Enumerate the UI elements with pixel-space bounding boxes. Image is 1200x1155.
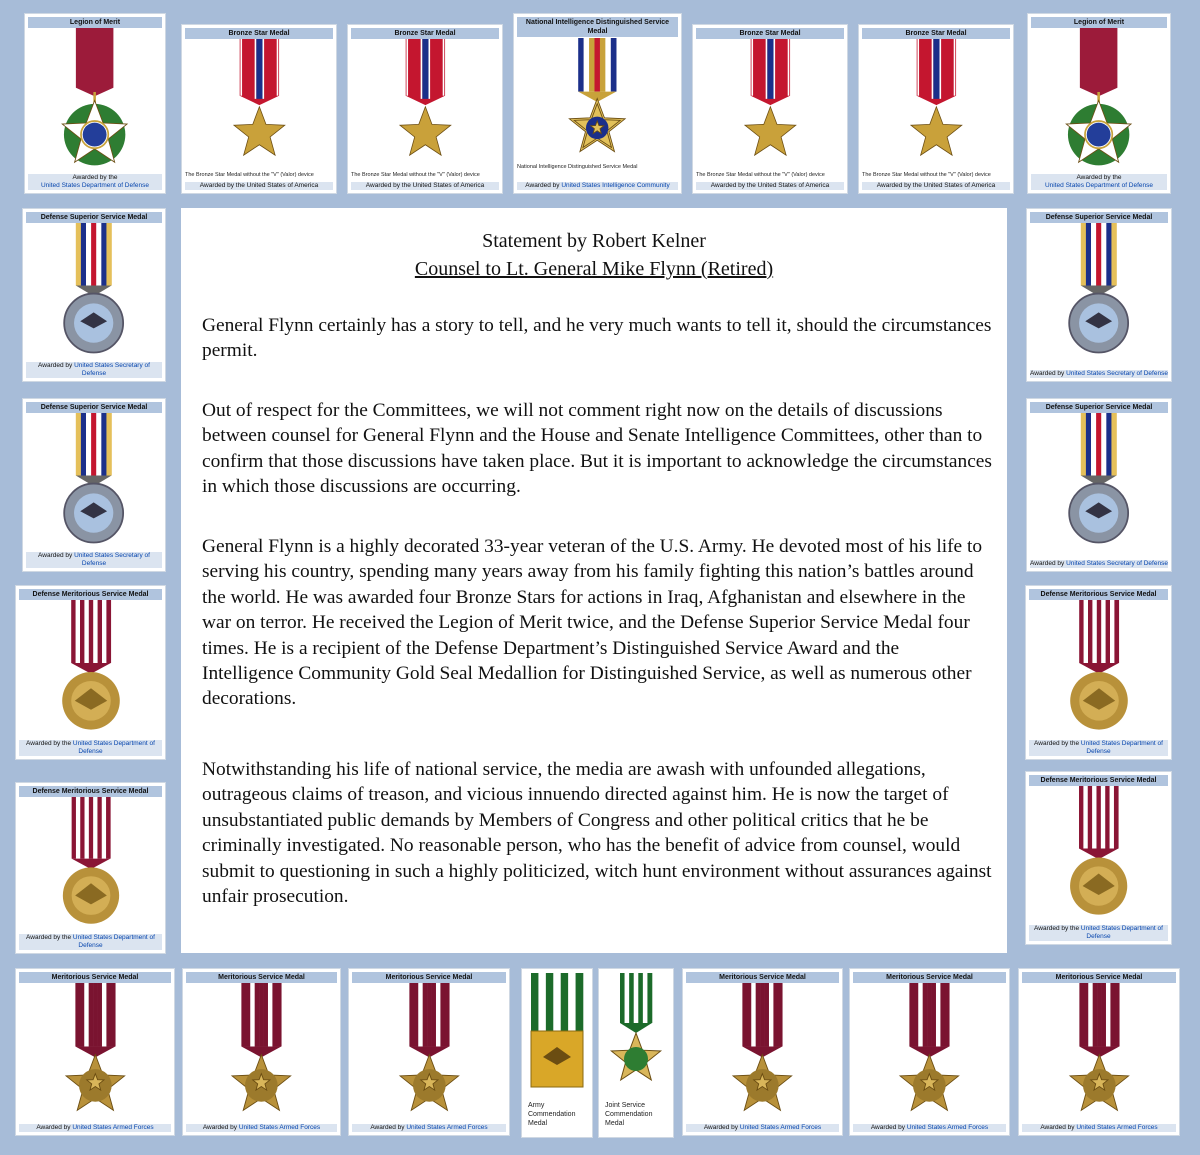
medal-card-army-commendation xyxy=(521,968,593,1138)
medal-title: Meritorious Service Medal xyxy=(352,972,506,983)
medal-card-meritorious-service xyxy=(182,968,341,1136)
medal-card-defense-superior-service xyxy=(1026,398,1172,572)
medal-awarded-by: Awarded by the United States of America xyxy=(696,182,844,190)
medal-title: Defense Superior Service Medal xyxy=(26,212,162,223)
medal-card-bronze-star xyxy=(181,24,337,194)
bronze-star-icon xyxy=(348,39,502,165)
medal-card-meritorious-service xyxy=(1018,968,1180,1136)
medal-title: Meritorious Service Medal xyxy=(853,972,1006,983)
medal-title: Bronze Star Medal xyxy=(696,28,844,39)
meritorious-service-icon xyxy=(1019,983,1179,1119)
medal-card-defense-meritorious-service xyxy=(15,782,166,954)
medal-awarded-by: Awarded by United States Intelligence Community xyxy=(517,182,678,190)
medal-card-meritorious-service xyxy=(15,968,175,1136)
legion-of-merit-icon xyxy=(1028,28,1170,173)
medal-awarded-by: Awarded by the United States Department of Defense xyxy=(1029,925,1168,941)
awarded-by-link[interactable]: United States Armed Forces xyxy=(406,1124,488,1131)
medal-awarded-by: Awarded by the United States of America xyxy=(185,182,333,190)
medal-card-bronze-star xyxy=(692,24,848,194)
awarded-by-link[interactable]: United States Department of Defense xyxy=(1080,925,1163,940)
medal-card-defense-meritorious-service xyxy=(1025,771,1172,945)
statement-paragraph: General Flynn is a highly decorated 33-year veteran of the U.S. Army. He devoted most of his life to serving his country, spending many years away from his family fighting this nation’s battles around the world. He was awarded four Bronze Stars for actions in Iraq, Afghanistan and elsewhere in the war on terror. He received the Legion of Merit twice, and the Defense Superior Service Medal four times. He is a recipient of the Defense Department’s Distinguished Service Award and the Intelligence Community Gold Seal Medallion for Distinguished Service, as well as numerous other decorations. xyxy=(202,536,983,710)
medal-card-bronze-star xyxy=(858,24,1014,194)
medal-card-defense-superior-service xyxy=(22,398,166,572)
defense-meritorious-service-icon xyxy=(1026,600,1171,735)
awarded-by-link[interactable]: United States Secretary of Defense xyxy=(1066,370,1168,377)
defense-meritorious-service-icon xyxy=(16,600,165,735)
medal-title: Defense Superior Service Medal xyxy=(1030,212,1168,223)
medal-card-meritorious-service xyxy=(682,968,843,1136)
medal-caption: The Bronze Star Medal without the "V" (Valor) device xyxy=(351,172,480,178)
defense-superior-service-icon xyxy=(1027,223,1171,357)
meritorious-service-icon xyxy=(183,983,340,1119)
awarded-by-link[interactable]: United States Intelligence Community xyxy=(561,182,670,189)
medal-card-defense-superior-service xyxy=(22,208,166,382)
awarded-by-link[interactable]: United States Armed Forces xyxy=(1076,1124,1158,1131)
medal-card-legion-of-merit xyxy=(1027,13,1171,194)
medal-title: Meritorious Service Medal xyxy=(686,972,839,983)
defense-meritorious-service-icon xyxy=(16,797,165,929)
medal-title: Defense Meritorious Service Medal xyxy=(1029,589,1168,600)
army-commendation-icon xyxy=(526,973,588,1093)
meritorious-service-icon xyxy=(850,983,1009,1119)
medal-card-meritorious-service xyxy=(849,968,1010,1136)
awarded-by-link[interactable]: United States Armed Forces xyxy=(906,1124,989,1131)
statement-paragraph: Notwithstanding his life of national service, the media are awash with unfounded allegations, outrageous claims of treason, and vicious innuendo directed against him. He is now the target of unsubstantiated public demands by Members of Congress and other political critics that he be criminally investigated. No reasonable person, who has the benefit of advice from counsel, would submit to questioning in such a highly politicized, witch hunt environment without assurances against unfair prosecution. xyxy=(202,759,992,908)
statement-title: Statement by Robert Kelner xyxy=(482,230,706,252)
medal-title: National Intelligence Distinguished Service Medal xyxy=(517,17,678,37)
medal-caption: The Bronze Star Medal without the "V" (Valor) device xyxy=(696,172,825,178)
medal-awarded-by: Awarded by the United States of America xyxy=(351,182,499,190)
medal-awarded-by: Awarded by United States Armed Forces xyxy=(853,1124,1006,1132)
medal-awarded-by: Awarded by the United States Department of Defense xyxy=(19,934,162,950)
medal-caption: The Bronze Star Medal without the "V" (Valor) device xyxy=(185,172,314,178)
meritorious-service-icon xyxy=(16,983,174,1119)
medal-awarded-by: Awarded by United States Secretary of Defense xyxy=(1030,560,1168,567)
medal-awarded-by: Awarded by United States Secretary of Defense xyxy=(1030,370,1168,377)
awarded-by-link[interactable]: United States Department of Defense xyxy=(72,934,155,949)
medal-awarded-by: Awarded by United States Secretary of Defense xyxy=(26,552,162,568)
medal-card-defense-meritorious-service xyxy=(15,585,166,760)
national-intelligence-medal-icon xyxy=(514,38,681,159)
statement-paragraph: General Flynn certainly has a story to tell, and he very much wants to tell it, should the circumstances permit. xyxy=(202,315,992,362)
joint-service-commendation-icon xyxy=(603,973,669,1093)
medal-awarded-by: Awarded by United States Armed Forces xyxy=(686,1124,839,1132)
awarded-by-link[interactable]: United States Secretary of Defense xyxy=(74,552,150,567)
medal-caption: National Intelligence Distinguished Service Medal xyxy=(517,164,638,170)
medal-title: Bronze Star Medal xyxy=(351,28,499,39)
medal-card-defense-superior-service xyxy=(1026,208,1172,382)
defense-meritorious-service-icon xyxy=(1026,786,1171,920)
awarded-by-link[interactable]: United States Department of Defense xyxy=(1044,182,1154,189)
meritorious-service-icon xyxy=(349,983,509,1119)
medal-card-meritorious-service xyxy=(348,968,510,1136)
defense-superior-service-icon xyxy=(1027,413,1171,547)
awarded-by-link[interactable]: United States Armed Forces xyxy=(739,1124,822,1131)
medal-awarded-by: Awarded by the United States Department of Defense xyxy=(19,740,162,756)
medal-awarded-by: Awarded by the United States of America xyxy=(862,182,1010,190)
medal-title: Bronze Star Medal xyxy=(862,28,1010,39)
medal-label: Army Commendation Medal xyxy=(528,1102,576,1127)
medal-awarded-by: Awarded by United States Armed Forces xyxy=(352,1124,506,1132)
medal-title: Legion of Merit xyxy=(1031,17,1167,28)
statement-subtitle: Counsel to Lt. General Mike Flynn (Retired) xyxy=(414,258,774,280)
medal-title: Defense Superior Service Medal xyxy=(26,402,162,413)
defense-superior-service-icon xyxy=(23,223,165,357)
medal-label: Joint Service Commendation Medal xyxy=(605,1102,653,1127)
medal-card-bronze-star xyxy=(347,24,503,194)
awarded-by-link[interactable]: United States Secretary of Defense xyxy=(74,362,150,377)
awarded-by-link[interactable]: United States Secretary of Defense xyxy=(1066,560,1168,567)
medal-awarded-by: Awarded by the United States Department of Defense xyxy=(1031,174,1167,190)
medal-awarded-by: Awarded by the United States Department of Defense xyxy=(28,174,162,190)
awarded-by-link[interactable]: United States Department of Defense xyxy=(40,182,150,189)
statement-document xyxy=(181,208,1007,953)
statement-paragraph: Out of respect for the Committees, we will not comment right now on the details of discussions between counsel for General Flynn and the House and Senate Intelligence Committees, other than to confirm that those discussions have taken place. But it is important to acknowledge the circumstances in which those discussions are occurring. xyxy=(202,400,992,498)
medal-awarded-by: Awarded by the United States Department of Defense xyxy=(1029,740,1168,756)
medal-title: Meritorious Service Medal xyxy=(1022,972,1176,983)
awarded-by-link[interactable]: United States Department of Defense xyxy=(72,740,155,755)
medal-awarded-by: Awarded by United States Armed Forces xyxy=(186,1124,337,1132)
medal-title: Defense Superior Service Medal xyxy=(1030,402,1168,413)
medal-card-legion-of-merit xyxy=(24,13,166,194)
medal-title: Meritorious Service Medal xyxy=(19,972,171,983)
medal-awarded-by: Awarded by United States Secretary of Defense xyxy=(26,362,162,378)
defense-superior-service-icon xyxy=(23,413,165,547)
medal-caption: The Bronze Star Medal without the "V" (Valor) device xyxy=(862,172,991,178)
medal-title: Meritorious Service Medal xyxy=(186,972,337,983)
bronze-star-icon xyxy=(693,39,847,165)
awarded-by-link[interactable]: United States Armed Forces xyxy=(238,1124,321,1131)
meritorious-service-icon xyxy=(683,983,842,1119)
medal-title: Bronze Star Medal xyxy=(185,28,333,39)
medal-card-defense-meritorious-service xyxy=(1025,585,1172,760)
medal-title: Defense Meritorious Service Medal xyxy=(1029,775,1168,786)
medal-card-joint-service-commendation xyxy=(598,968,674,1138)
medal-title: Defense Meritorious Service Medal xyxy=(19,589,162,600)
awarded-by-link[interactable]: United States Department of Defense xyxy=(1080,740,1163,755)
medal-title: Legion of Merit xyxy=(28,17,162,28)
medal-card-national-intelligence xyxy=(513,13,682,194)
bronze-star-icon xyxy=(182,39,336,165)
medal-awarded-by: Awarded by United States Armed Forces xyxy=(1022,1124,1176,1132)
awarded-by-link[interactable]: United States Armed Forces xyxy=(72,1124,154,1131)
medal-awarded-by: Awarded by United States Armed Forces xyxy=(19,1124,171,1132)
bronze-star-icon xyxy=(859,39,1013,165)
medal-title: Defense Meritorious Service Medal xyxy=(19,786,162,797)
legion-of-merit-icon xyxy=(25,28,165,173)
